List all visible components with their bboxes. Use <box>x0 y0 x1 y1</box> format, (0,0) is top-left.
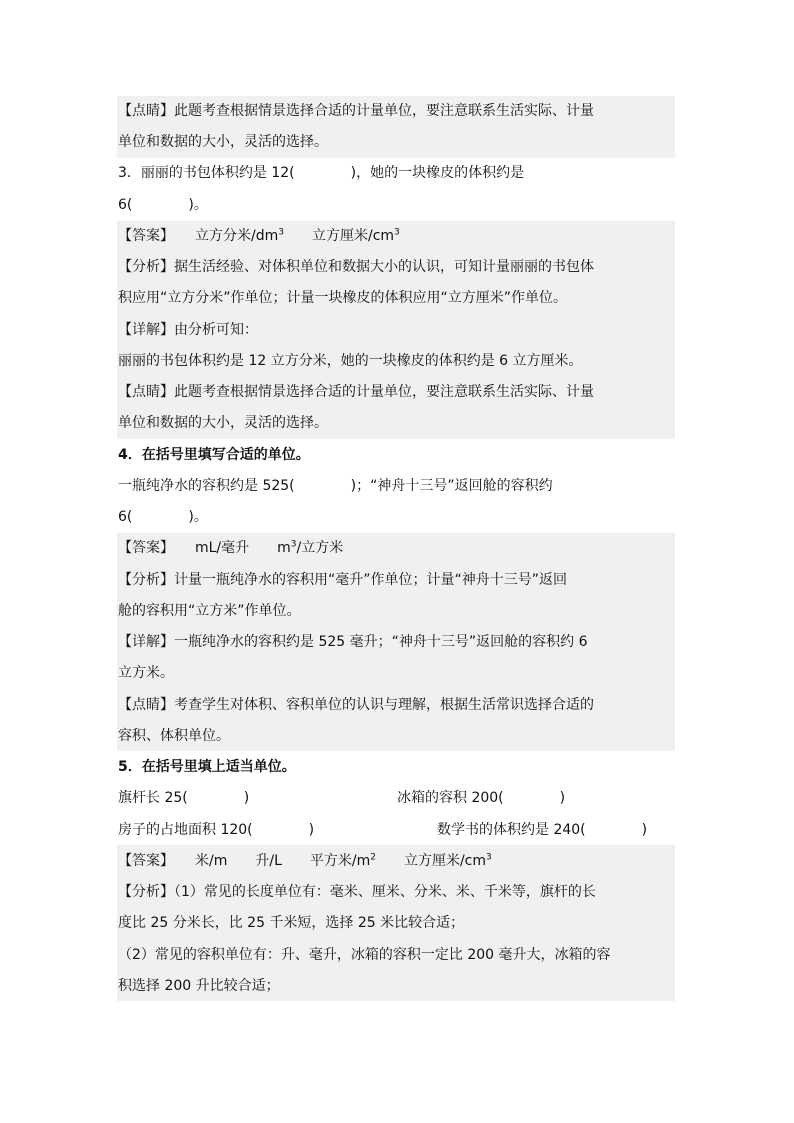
analysis-line: 积应用“立方分米”作单位；计量一块橡皮的体积应用“立方厘米”作单位。 <box>118 290 568 306</box>
answer-text: 【答案】 米/m 升/L 平方米/m <box>118 853 371 869</box>
analysis-line: 【分析】计量一瓶纯净水的容积用“毫升”作单位；计量“神舟十三号”返回 <box>118 572 568 588</box>
remark-line: 单位和数据的大小，灵活的选择。 <box>118 134 328 150</box>
answer-text: 立方厘米/cm <box>283 228 395 244</box>
analysis-line: 积选择 200 升比较合适； <box>118 978 280 994</box>
analysis-line: 【分析】（1）常见的长度单位有：毫米、厘米、分米、米、千米等，旗杆的长 <box>118 884 596 900</box>
analysis-line: 【分析】据生活经验、对体积单位和数据大小的认识，可知计量丽丽的书包体 <box>118 259 594 275</box>
answer-line <box>118 851 492 871</box>
remark-line: 容积、体积单位。 <box>118 728 230 744</box>
remark-line: 单位和数据的大小，灵活的选择。 <box>118 415 328 431</box>
detail-line: 【详解】一瓶纯净水的容积约是 525 毫升；“神舟十三号”返回舱的容积约 6 <box>118 634 588 650</box>
question-5-item: 数学书的体积约是 240( ) <box>437 822 648 838</box>
question-5-item: 冰箱的容积 200( ) <box>397 790 566 806</box>
answer-line <box>118 226 400 246</box>
answer-text: 【答案】 mL/毫升 m <box>118 540 291 556</box>
question-5: 5．在括号里填上适当单位。 <box>118 759 296 775</box>
detail-line: 立方米。 <box>118 665 174 681</box>
answer-text: 立方厘米/cm <box>375 853 487 869</box>
question-5-item: 旗杆长 25( ) <box>118 790 250 806</box>
superscript: 3 <box>394 227 400 238</box>
question-3-cont: 6( )。 <box>118 197 208 213</box>
answer-line <box>118 538 343 558</box>
analysis-line: 度比 25 分米长，比 25 千米短，选择 25 米比较合适； <box>118 915 465 931</box>
detail-line: 【详解】由分析可知： <box>118 322 258 338</box>
superscript: 3 <box>486 852 492 863</box>
detail-line: 丽丽的书包体积约是 12 立方分米，她的一块橡皮的体积约是 6 立方厘米。 <box>118 353 583 369</box>
superscript: 3 <box>290 539 297 550</box>
analysis-line: （2）常见的容积单位有：升、毫升，冰箱的容积一定比 200 毫升大，冰箱的容 <box>118 947 611 963</box>
remark-line: 【点睛】此题考查根据情景选择合适的计量单位，要注意联系生活实际、计量 <box>118 103 594 119</box>
superscript: 2 <box>370 852 376 863</box>
remark-line: 【点睛】考查学生对体积、容积单位的认识与理解，根据生活常识选择合适的 <box>118 697 594 713</box>
question-4: 4．在括号里填写合适的单位。 <box>118 447 310 463</box>
question-3: 3．丽丽的书包体积约是 12( )，她的一块橡皮的体积约是 <box>118 165 525 181</box>
question-4-body: 一瓶纯净水的容积约是 525( )；“神舟十三号”返回舱的容积约 <box>118 478 553 494</box>
question-4-cont: 6( )。 <box>118 509 208 525</box>
question-5-item: 房子的占地面积 120( ) <box>118 822 315 838</box>
answer-text: /立方米 <box>296 540 344 556</box>
answer-text: 【答案】 立方分米/dm <box>118 228 279 244</box>
superscript: 3 <box>278 227 284 238</box>
remark-line: 【点睛】此题考查根据情景选择合适的计量单位，要注意联系生活实际、计量 <box>118 384 594 400</box>
analysis-line: 舱的容积用“立方米”作单位。 <box>118 603 301 619</box>
